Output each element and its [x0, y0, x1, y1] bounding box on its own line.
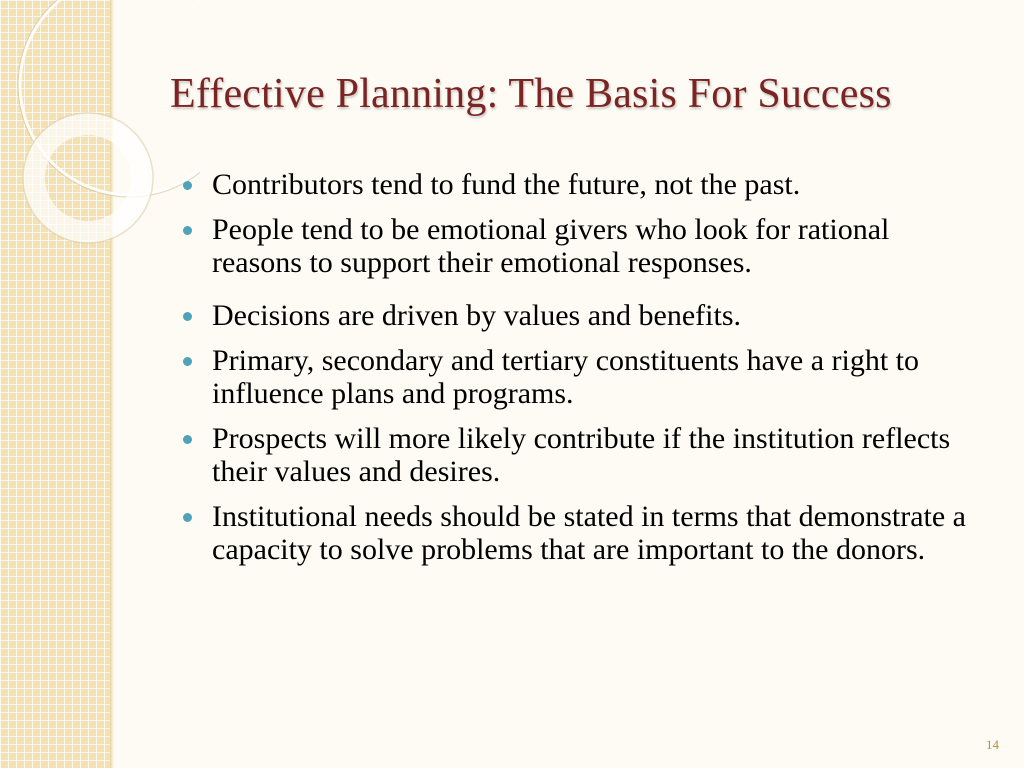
bullet-icon [183, 357, 192, 366]
bullet-item [183, 422, 983, 488]
bullet-list [183, 168, 983, 578]
bullet-icon [183, 181, 192, 190]
bullet-text: Contributors tend to fund the future, not the past. [212, 168, 801, 201]
page-number: 14 [986, 737, 999, 752]
bullet-icon [183, 226, 192, 235]
bullet-text: Primary, secondary and tertiary constituents have a right to influence plans and programs. [212, 344, 920, 410]
bullet-icon [183, 312, 192, 321]
bullet-text: Decisions are driven by values and benefits. [212, 299, 741, 332]
bullet-item [183, 213, 983, 279]
bullet-text: Prospects will more likely contribute if the institution reflects their values and desires. [212, 422, 951, 488]
decorative-rings [0, 0, 200, 300]
bullet-item [183, 344, 983, 410]
bullet-text: People tend to be emotional givers who look for rational reasons to support their emotional responses. [212, 213, 890, 279]
bullet-text: Institutional needs should be stated in terms that demonstrate a capacity to solve problems that are important to the donors. [212, 500, 966, 566]
bullet-icon [183, 513, 192, 522]
bullet-item [183, 168, 983, 201]
slide-title: Effective Planning: The Basis For Success [170, 71, 892, 117]
bullet-item [183, 299, 983, 332]
small-ring [34, 124, 142, 232]
bullet-icon [183, 435, 192, 444]
bullet-item [183, 500, 983, 566]
